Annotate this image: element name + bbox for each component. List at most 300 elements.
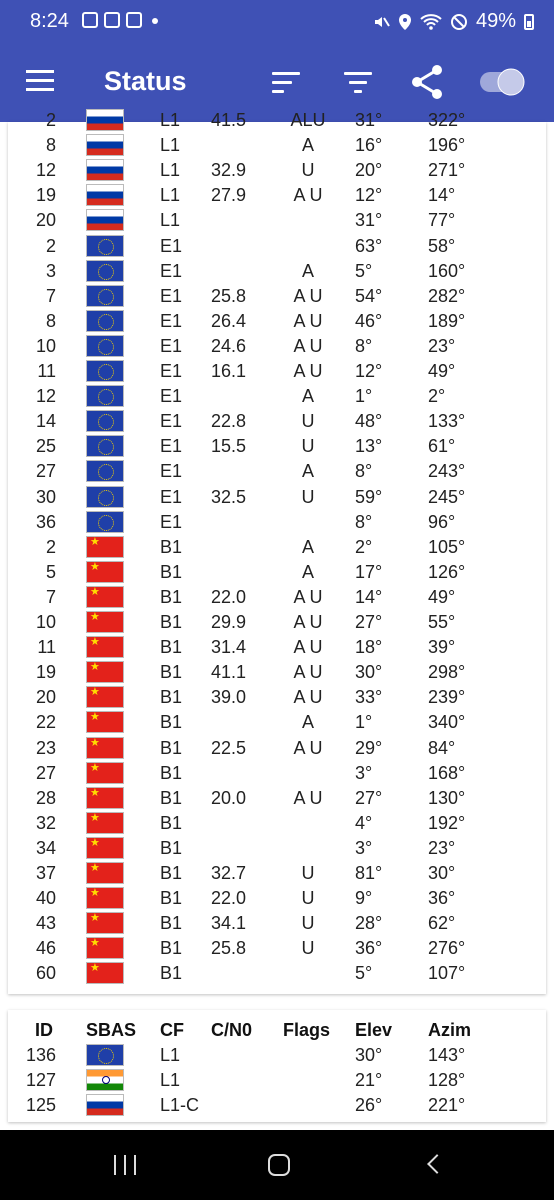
sort-icon[interactable]: [272, 72, 300, 104]
flags-value: A U: [293, 285, 323, 306]
azimuth-value: 49°: [428, 586, 456, 607]
flags-value: A U: [293, 361, 323, 381]
azimuth-value: 271°: [428, 160, 466, 181]
elevation-value: 2°: [355, 536, 373, 557]
sat-id: 12: [35, 386, 56, 407]
cn0-value: 27.9: [211, 185, 247, 206]
elevation-value: 59°: [355, 486, 383, 507]
constellation-flag-icon: [86, 1094, 124, 1116]
share-icon[interactable]: [410, 64, 442, 96]
cn0-value: 22.0: [211, 888, 247, 909]
elevation-value: 8°: [355, 511, 373, 532]
header-azim: Azim: [428, 1020, 472, 1040]
azimuth-value: 130°: [428, 787, 466, 808]
table-row: [8, 635, 546, 660]
recent-apps-icon[interactable]: [114, 1155, 136, 1175]
table-row: [8, 936, 546, 961]
constellation-flag-icon: [86, 661, 124, 683]
constellation-flag-icon: [86, 511, 124, 533]
battery-icon: [524, 14, 534, 30]
table-row: [8, 133, 546, 158]
azimuth-value: 77°: [428, 210, 456, 231]
azimuth-value: 133°: [428, 411, 466, 432]
carrier-frequency: E1: [160, 436, 183, 457]
sat-id: 60: [35, 963, 56, 984]
carrier-frequency: E1: [160, 285, 183, 306]
sat-id: 22: [35, 712, 56, 733]
azimuth-value: 39°: [428, 637, 456, 658]
sat-id: 2: [45, 536, 56, 557]
constellation-flag-icon: [86, 1044, 124, 1066]
table-row: [8, 384, 546, 409]
constellation-flag-icon: [86, 184, 124, 206]
azimuth-value: 55°: [428, 612, 456, 632]
constellation-flag-icon: [86, 260, 124, 282]
header-cn0: C/N0: [211, 1020, 253, 1040]
sat-id: 36: [35, 511, 56, 532]
home-icon[interactable]: [268, 1154, 290, 1176]
carrier-frequency: B1: [160, 712, 183, 733]
elevation-value: 31°: [355, 110, 383, 130]
constellation-flag-icon: [86, 937, 124, 959]
sat-id: 43: [35, 913, 56, 934]
flags-value: A U: [293, 185, 323, 206]
flags-value: U: [301, 436, 315, 457]
azimuth-value: 239°: [428, 687, 466, 708]
carrier-frequency: B1: [160, 963, 183, 984]
azimuth-value: 340°: [428, 712, 466, 733]
battery-percent: 49%: [475, 10, 516, 32]
elevation-value: 20°: [355, 160, 383, 181]
elevation-value: 18°: [355, 637, 383, 658]
elevation-value: 46°: [355, 310, 383, 331]
cn0-value: 32.9: [211, 160, 247, 181]
constellation-flag-icon: [86, 285, 124, 307]
cn0-value: 41.5: [211, 110, 247, 130]
constellation-flag-icon: [86, 787, 124, 809]
constellation-flag-icon: [86, 335, 124, 357]
constellation-flag-icon: [86, 812, 124, 834]
carrier-frequency: L1: [160, 160, 181, 181]
table-row: [8, 158, 546, 183]
sat-id: 125: [25, 1095, 56, 1116]
elevation-value: 17°: [355, 561, 383, 582]
flags-value: A: [301, 712, 314, 733]
elevation-value: 26°: [355, 1095, 383, 1116]
sat-id: 7: [45, 586, 56, 607]
table-row: [8, 459, 546, 484]
elevation-value: 54°: [355, 285, 383, 306]
system-status-bar: [0, 0, 554, 42]
table-row: [8, 510, 546, 535]
sat-id: 40: [35, 888, 56, 909]
sat-id: 32: [35, 812, 56, 833]
satellite-table: [8, 110, 546, 994]
no-signal-icon: [450, 13, 468, 31]
carrier-frequency: E1: [160, 411, 183, 432]
azimuth-value: 276°: [428, 938, 466, 959]
azimuth-value: 107°: [428, 963, 466, 984]
table-row: [8, 309, 546, 334]
elevation-value: 30°: [355, 662, 383, 683]
sat-id: 8: [45, 310, 56, 331]
sat-id: 12: [35, 160, 56, 181]
carrier-frequency: E1: [160, 386, 183, 407]
elevation-value: 1°: [355, 712, 373, 733]
elevation-value: 36°: [355, 938, 383, 959]
carrier-frequency: E1: [160, 511, 183, 532]
azimuth-value: 189°: [428, 310, 466, 331]
filter-icon[interactable]: [344, 72, 372, 104]
sat-id: 20: [35, 210, 56, 231]
table-row: [8, 560, 546, 585]
azimuth-value: 96°: [428, 511, 456, 532]
navigation-bar: [0, 1130, 554, 1200]
azimuth-value: 143°: [428, 1045, 466, 1065]
azimuth-value: 192°: [428, 812, 466, 833]
table-row: [8, 886, 546, 911]
constellation-flag-icon: [86, 686, 124, 708]
sat-id: 46: [35, 938, 56, 959]
constellation-flag-icon: [86, 962, 124, 984]
azimuth-value: 168°: [428, 762, 466, 783]
constellation-flag-icon: [86, 536, 124, 558]
elevation-value: 8°: [355, 335, 373, 356]
azimuth-value: 105°: [428, 536, 466, 557]
table-row: [8, 259, 546, 284]
table-row: [8, 861, 546, 886]
header-id: ID: [35, 1020, 53, 1040]
sat-id: 37: [35, 863, 56, 883]
flags-value: A U: [293, 737, 323, 758]
flags-value: A: [301, 461, 314, 482]
cn0-value: 20.0: [211, 787, 247, 808]
elevation-value: 5°: [355, 963, 373, 984]
elevation-value: 63°: [355, 235, 383, 256]
elevation-value: 30°: [355, 1045, 383, 1065]
elevation-value: 4°: [355, 812, 373, 833]
carrier-frequency: L1: [160, 1070, 181, 1091]
carrier-frequency: B1: [160, 888, 183, 909]
elevation-value: 1°: [355, 386, 373, 407]
sat-id: 27: [35, 461, 56, 482]
carrier-frequency: B1: [160, 863, 183, 883]
table-row: [8, 685, 546, 710]
carrier-frequency: B1: [160, 586, 183, 607]
flags-value: ALU: [290, 110, 326, 130]
flags-value: U: [301, 938, 315, 959]
elevation-value: 13°: [355, 436, 383, 457]
carrier-frequency: L1-C: [160, 1095, 200, 1116]
table-row: [8, 183, 546, 208]
constellation-flag-icon: [86, 385, 124, 407]
flags-value: A U: [293, 612, 323, 632]
elevation-value: 27°: [355, 612, 383, 632]
sat-id: 10: [35, 612, 56, 632]
flags-value: U: [301, 863, 315, 883]
table-row: [8, 1043, 546, 1068]
sat-id: 14: [35, 411, 56, 432]
elevation-value: 27°: [355, 787, 383, 808]
flags-value: A: [301, 561, 314, 582]
constellation-flag-icon: [86, 410, 124, 432]
cn0-value: 24.6: [211, 335, 247, 356]
page-title: Status: [104, 66, 187, 96]
table-row: [8, 660, 546, 685]
azimuth-value: 128°: [428, 1070, 466, 1091]
table-row: [8, 836, 546, 861]
carrier-frequency: E1: [160, 486, 183, 507]
carrier-frequency: B1: [160, 762, 183, 783]
constellation-flag-icon: [86, 611, 124, 633]
carrier-frequency: B1: [160, 938, 183, 959]
azimuth-value: 221°: [428, 1095, 466, 1116]
sbas-table: [8, 1010, 546, 1122]
cn0-value: 15.5: [211, 436, 247, 457]
table-row: [8, 234, 546, 259]
table-row: [8, 811, 546, 836]
carrier-frequency: E1: [160, 260, 183, 281]
header-cf: CF: [160, 1020, 184, 1040]
table-row: [8, 359, 546, 384]
flags-value: A: [301, 260, 314, 281]
table-row: [8, 610, 546, 635]
table-row: [8, 1093, 546, 1118]
elevation-value: 3°: [355, 762, 373, 783]
back-icon[interactable]: [427, 1154, 447, 1174]
constellation-flag-icon: [86, 887, 124, 909]
carrier-frequency: E1: [160, 310, 183, 331]
elevation-value: 5°: [355, 260, 373, 281]
flags-value: A U: [293, 586, 323, 607]
sat-id: 34: [35, 837, 56, 858]
sat-id: 2: [45, 235, 56, 256]
notification-icons: [82, 12, 158, 28]
cn0-value: 34.1: [211, 913, 247, 934]
sat-id: 127: [25, 1070, 56, 1091]
sat-id: 23: [35, 737, 56, 758]
elevation-value: 12°: [355, 185, 383, 206]
flags-value: A U: [293, 335, 323, 356]
cn0-value: 22.5: [211, 737, 247, 758]
sat-id: 7: [45, 285, 56, 306]
header-flags: Flags: [283, 1020, 331, 1040]
sat-id: 3: [45, 260, 56, 281]
elevation-value: 31°: [355, 210, 383, 231]
constellation-flag-icon: [86, 209, 124, 231]
carrier-frequency: L1: [160, 185, 181, 206]
table-row: [8, 585, 546, 610]
cn0-value: 32.7: [211, 863, 247, 883]
sat-id: 11: [37, 637, 56, 658]
constellation-flag-icon: [86, 460, 124, 482]
table-row: [8, 485, 546, 510]
constellation-flag-icon: [86, 109, 124, 131]
azimuth-value: 30°: [428, 863, 456, 883]
sat-id: 28: [35, 787, 56, 808]
constellation-flag-icon: [86, 837, 124, 859]
azimuth-value: 84°: [428, 737, 456, 758]
table-row: [8, 334, 546, 359]
sat-id: 5: [45, 561, 56, 582]
constellation-flag-icon: [86, 636, 124, 658]
cn0-value: 22.8: [211, 411, 247, 432]
clock: 8:24: [30, 10, 69, 32]
table-row: [8, 208, 546, 233]
elevation-value: 29°: [355, 737, 383, 758]
table-row: [8, 1068, 546, 1093]
carrier-frequency: B1: [160, 913, 183, 934]
constellation-flag-icon: [86, 737, 124, 759]
sat-id: 11: [37, 361, 56, 381]
azimuth-value: 243°: [428, 461, 466, 482]
carrier-frequency: B1: [160, 662, 183, 683]
cn0-value: 39.0: [211, 687, 247, 708]
azimuth-value: 126°: [428, 561, 466, 582]
flags-value: A U: [293, 787, 323, 808]
carrier-frequency: L1: [160, 110, 181, 130]
constellation-flag-icon: [86, 486, 124, 508]
azimuth-value: 23°: [428, 837, 456, 858]
elevation-value: 21°: [355, 1070, 383, 1091]
carrier-frequency: B1: [160, 737, 183, 758]
system-icons: [372, 10, 534, 33]
table-row: [8, 761, 546, 786]
constellation-flag-icon: [86, 235, 124, 257]
constellation-flag-icon: [86, 912, 124, 934]
table-row: [8, 911, 546, 936]
constellation-flag-icon: [86, 134, 124, 156]
sat-id: 8: [45, 135, 56, 156]
constellation-flag-icon: [86, 711, 124, 733]
flags-value: U: [301, 160, 315, 181]
flags-value: U: [301, 913, 315, 934]
elevation-value: 16°: [355, 135, 383, 156]
flags-value: A: [301, 536, 314, 557]
flags-value: A: [301, 386, 314, 407]
table-row: [8, 736, 546, 761]
table-row: [8, 409, 546, 434]
carrier-frequency: B1: [160, 637, 183, 658]
notification-icon: [104, 12, 120, 28]
carrier-frequency: B1: [160, 787, 183, 808]
cn0-value: 22.0: [211, 586, 247, 607]
table-row: [8, 434, 546, 459]
cn0-value: 25.8: [211, 285, 247, 306]
carrier-frequency: B1: [160, 612, 183, 632]
more-notifications-icon: [152, 18, 158, 24]
flags-value: A U: [293, 637, 323, 658]
flags-value: U: [301, 411, 315, 432]
cn0-value: 32.5: [211, 486, 247, 507]
location-icon: [398, 13, 412, 31]
carrier-frequency: B1: [160, 687, 183, 708]
elevation-value: 33°: [355, 687, 383, 708]
table-row: [8, 961, 546, 986]
table-row: [8, 535, 546, 560]
azimuth-value: 160°: [428, 260, 466, 281]
azimuth-value: 322°: [428, 110, 466, 130]
azimuth-value: 62°: [428, 913, 456, 934]
elevation-value: 14°: [355, 586, 383, 607]
carrier-frequency: B1: [160, 536, 183, 557]
sat-id: 19: [35, 662, 56, 683]
azimuth-value: 36°: [428, 888, 456, 909]
constellation-flag-icon: [86, 586, 124, 608]
menu-icon[interactable]: [26, 70, 54, 92]
table-row: [8, 284, 546, 309]
carrier-frequency: E1: [160, 461, 183, 482]
table-row: [8, 710, 546, 735]
flags-value: A: [301, 135, 314, 156]
toggle-switch[interactable]: [478, 66, 510, 98]
constellation-flag-icon: [86, 159, 124, 181]
azimuth-value: 282°: [428, 285, 466, 306]
elevation-value: 48°: [355, 411, 383, 432]
cn0-value: 16.1: [211, 361, 247, 381]
flags-value: U: [301, 486, 315, 507]
sbas-header-row: [8, 1018, 546, 1043]
carrier-frequency: E1: [160, 335, 183, 356]
azimuth-value: 14°: [428, 185, 456, 206]
sat-id: 10: [35, 335, 56, 356]
elevation-value: 3°: [355, 837, 373, 858]
carrier-frequency: B1: [160, 561, 183, 582]
carrier-frequency: E1: [160, 361, 183, 381]
carrier-frequency: B1: [160, 812, 183, 833]
constellation-flag-icon: [86, 435, 124, 457]
cn0-value: 26.4: [211, 310, 247, 331]
cn0-value: 29.9: [211, 612, 247, 632]
cn0-value: 25.8: [211, 938, 247, 959]
mute-icon: [372, 13, 390, 31]
carrier-frequency: L1: [160, 210, 181, 231]
elevation-value: 28°: [355, 913, 383, 934]
azimuth-value: 58°: [428, 235, 456, 256]
gallery-icon: [82, 12, 98, 28]
elevation-value: 8°: [355, 461, 373, 482]
sat-id: 2: [45, 110, 56, 130]
azimuth-value: 23°: [428, 335, 456, 356]
table-row: [8, 108, 546, 133]
cn0-value: 41.1: [211, 662, 247, 683]
elevation-value: 9°: [355, 888, 373, 909]
carrier-frequency: L1: [160, 1045, 181, 1065]
sat-id: 136: [25, 1045, 56, 1065]
flags-value: U: [301, 888, 315, 909]
flags-value: A U: [293, 662, 323, 683]
constellation-flag-icon: [86, 1069, 124, 1091]
azimuth-value: 298°: [428, 662, 466, 683]
carrier-frequency: B1: [160, 837, 183, 858]
wifi-icon: [420, 13, 442, 31]
constellation-flag-icon: [86, 561, 124, 583]
azimuth-value: 245°: [428, 486, 466, 507]
sat-id: 20: [35, 687, 56, 708]
cn0-value: 31.4: [211, 637, 247, 658]
elevation-value: 12°: [355, 361, 383, 381]
header-elev: Elev: [355, 1020, 393, 1040]
constellation-flag-icon: [86, 310, 124, 332]
sat-id: 25: [35, 436, 56, 457]
sat-id: 19: [35, 185, 56, 206]
flags-value: A U: [293, 310, 323, 331]
header-sbas: SBAS: [86, 1020, 137, 1040]
azimuth-value: 196°: [428, 135, 466, 156]
constellation-flag-icon: [86, 862, 124, 884]
azimuth-value: 49°: [428, 361, 456, 381]
flags-value: A U: [293, 687, 323, 708]
